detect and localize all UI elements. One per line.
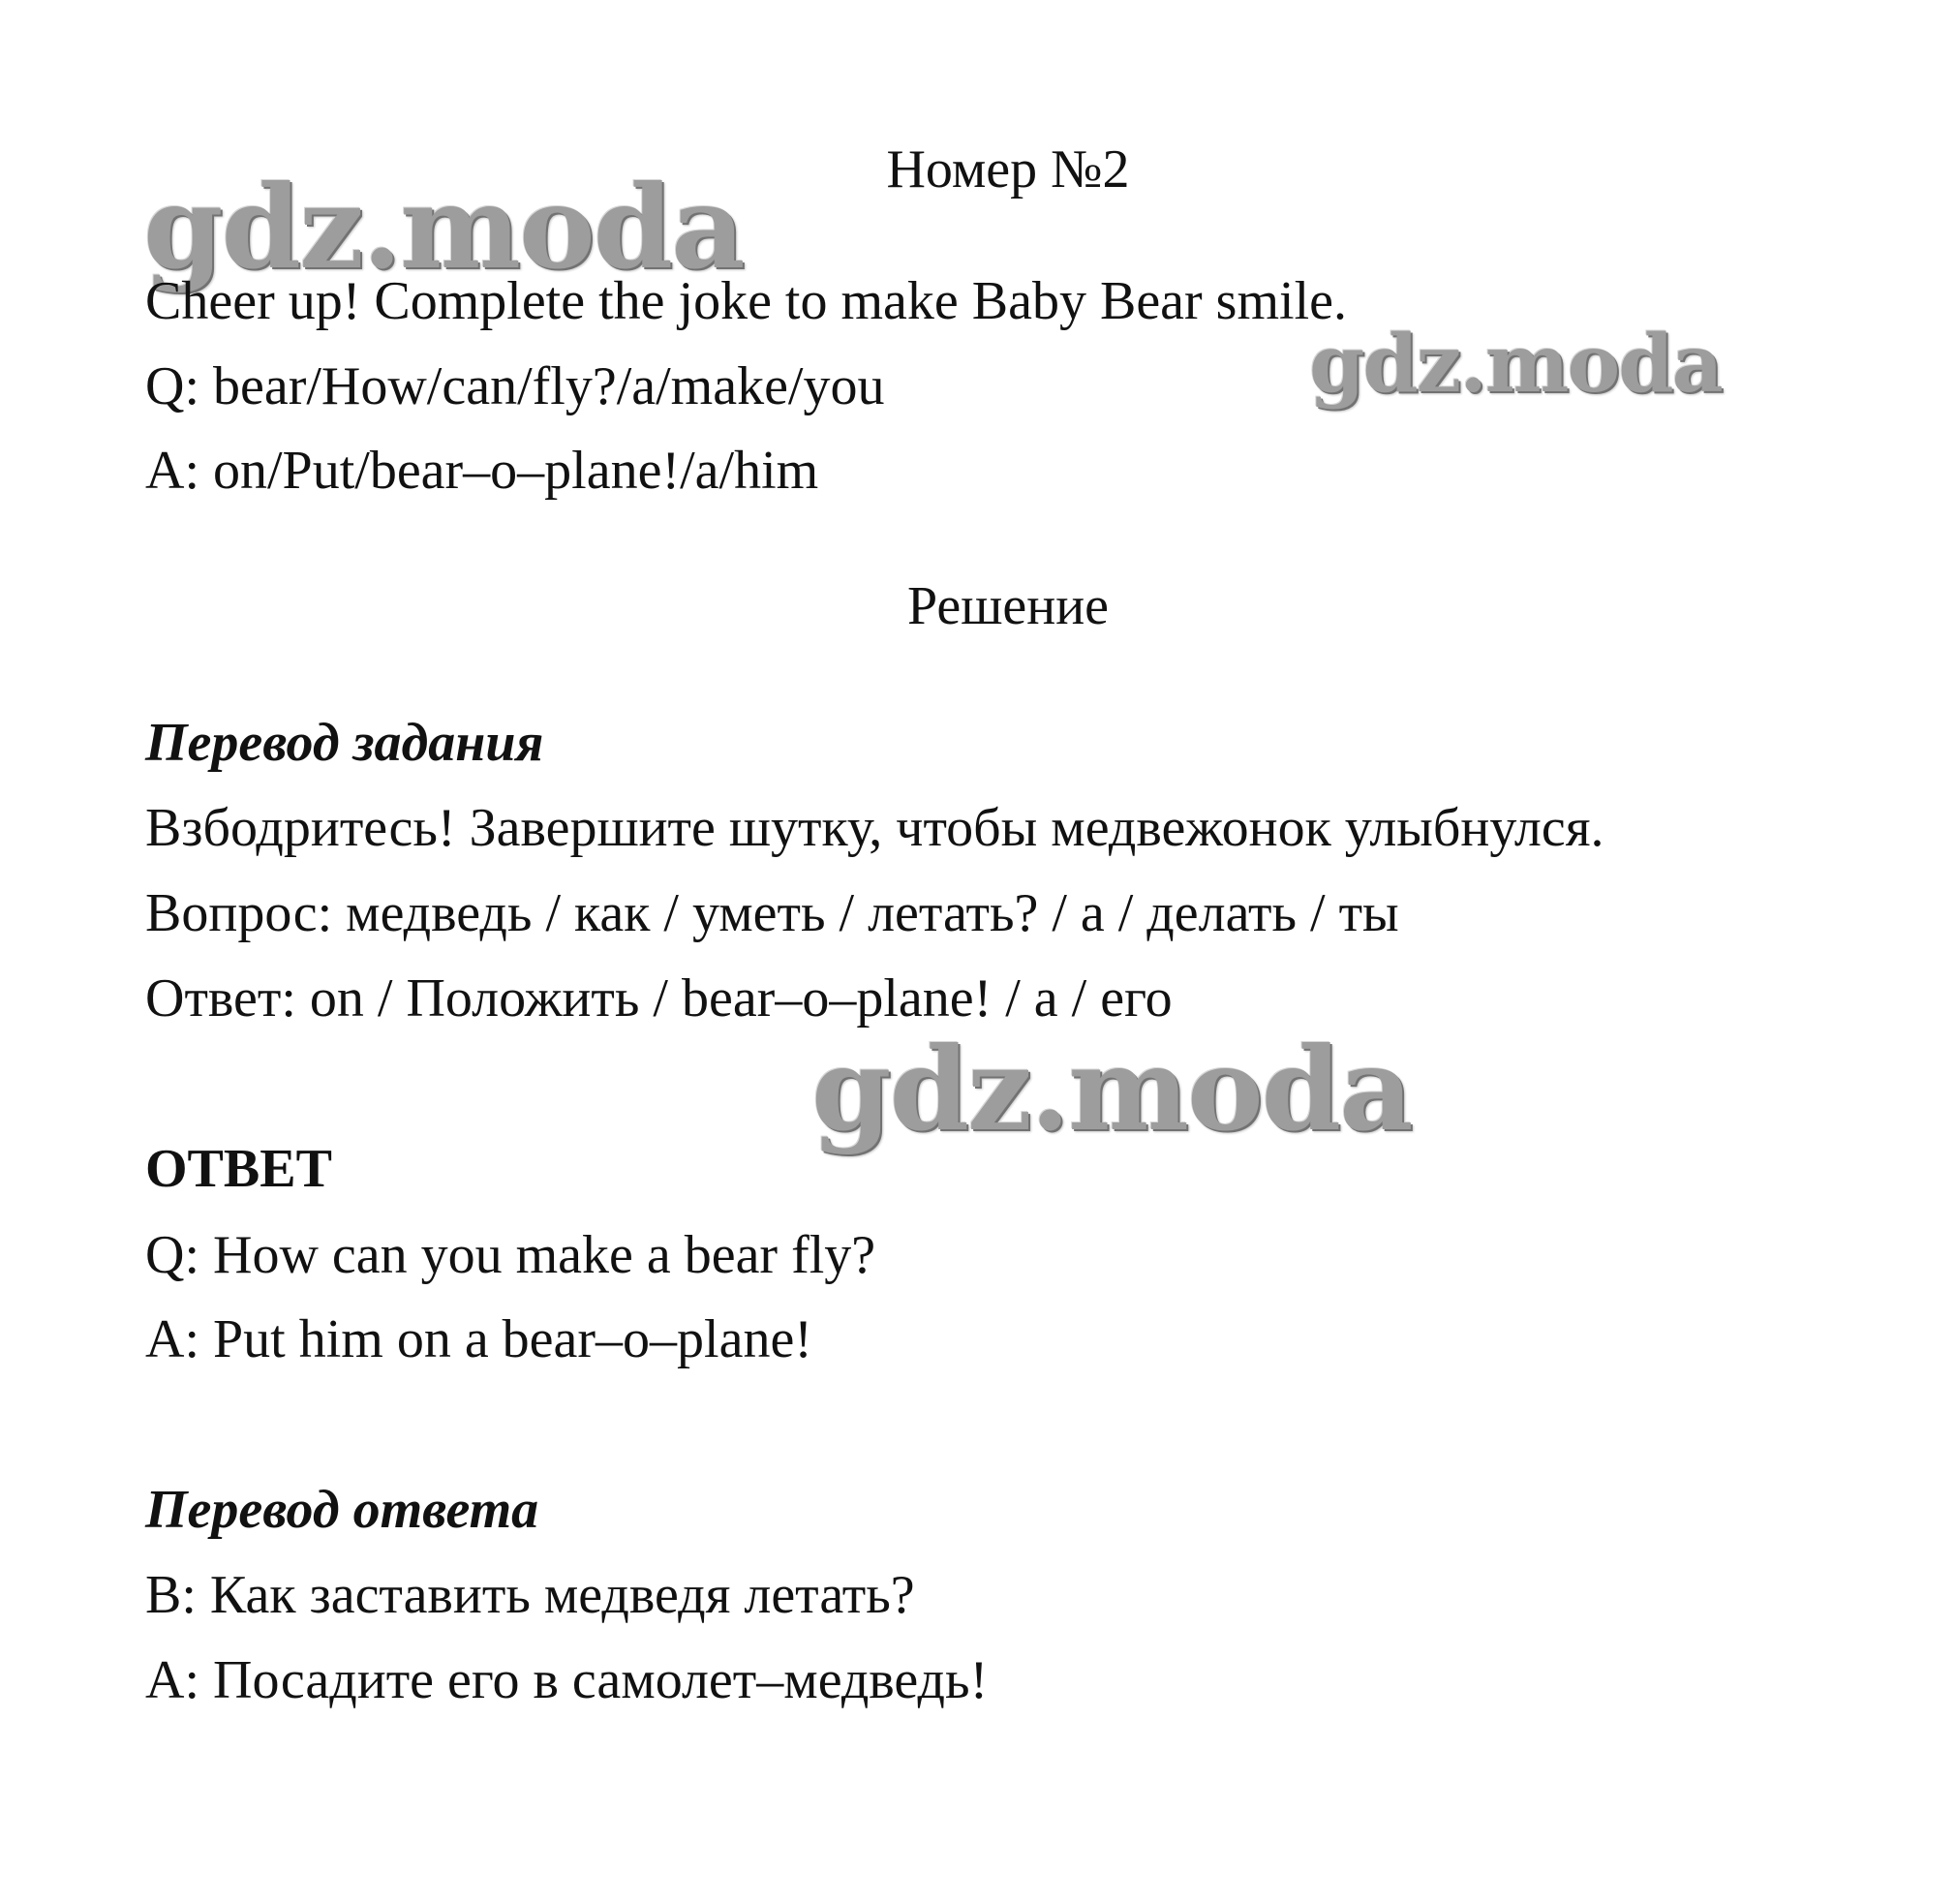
task-translation-heading: Перевод задания bbox=[145, 713, 544, 773]
task-translation-instruction: Взбодритесь! Завершите шутку, чтобы медвежонок улыбнулся. bbox=[145, 798, 1604, 858]
answer-answer: A: Put him on a bear–o–plane! bbox=[145, 1309, 812, 1369]
answer-question: Q: How can you make a bear fly? bbox=[145, 1225, 876, 1285]
watermark-logo: gdz.moda bbox=[811, 1022, 1412, 1156]
answer-heading: ОТВЕТ bbox=[145, 1139, 332, 1199]
task-instruction: Cheer up! Complete the joke to make Baby Bear smile. bbox=[145, 271, 1347, 331]
answer-translation-question: В: Как заставить медведя летать? bbox=[145, 1565, 915, 1625]
answer-translation-heading: Перевод ответа bbox=[145, 1480, 539, 1540]
task-question: Q: bear/How/can/fly?/a/make/you bbox=[145, 356, 885, 416]
task-answer: A: on/Put/bear–o–plane!/a/him bbox=[145, 441, 819, 501]
solution-heading: Решение bbox=[906, 576, 1110, 636]
task-translation-question: Вопрос: медведь / как / уметь / летать? / а / делать / ты bbox=[145, 883, 1399, 943]
task-translation-answer: Ответ: on / Положить / bear–o–plane! / а / его bbox=[145, 968, 1173, 1029]
watermark-logo: gdz.moda bbox=[1309, 318, 1722, 411]
page-title: Номер №2 bbox=[886, 139, 1130, 200]
answer-translation-answer: А: Посадите его в самолет–медведь! bbox=[145, 1650, 989, 1710]
watermark-logo: gdz.moda bbox=[143, 160, 744, 294]
